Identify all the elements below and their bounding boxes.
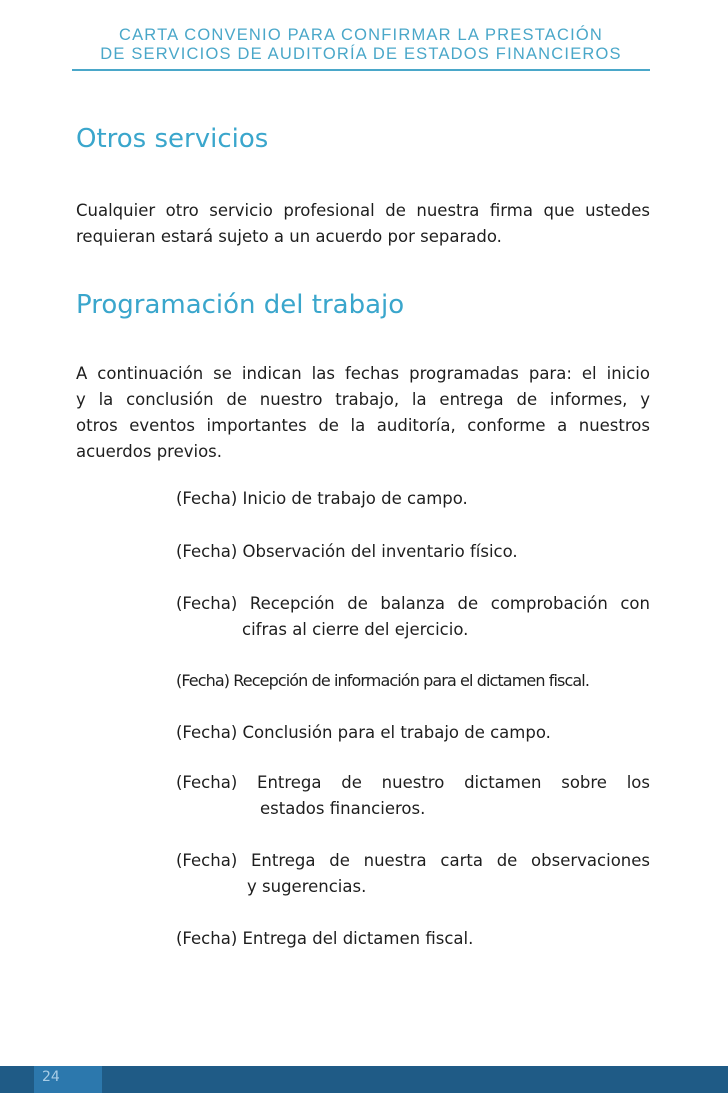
- schedule-item: [176, 668, 650, 694]
- header-line-1: CARTA CONVENIO PARA CONFIRMAR LA PRESTACIÓN: [118, 26, 604, 44]
- schedule-item-text: (Fecha) Recepción de balanza de comprobación con: [176, 594, 650, 613]
- page-number: 24: [42, 1069, 60, 1085]
- footer-bar: [0, 1066, 728, 1093]
- schedule-item-text: (Fecha) Conclusión para el trabajo de campo.: [176, 723, 551, 742]
- paragraph-line: Cualquier otro servicio profesional de nuestra firma que ustedes: [76, 201, 650, 220]
- schedule-item-text: (Fecha) Observación del inventario físico.: [176, 542, 518, 561]
- schedule-item-text: (Fecha) Recepción de información para el dictamen fiscal.: [176, 671, 590, 690]
- schedule-item: [176, 539, 650, 565]
- schedule-item: [176, 720, 650, 746]
- schedule-item-text: (Fecha) Entrega de nuestro dictamen sobre los: [176, 773, 650, 792]
- schedule-item-continuation: y sugerencias.: [247, 877, 367, 896]
- paragraph-programacion: [76, 361, 650, 465]
- schedule-item-text: (Fecha) Entrega de nuestra carta de observaciones: [176, 851, 650, 870]
- schedule-item-text: (Fecha) Entrega del dictamen fiscal.: [176, 929, 474, 948]
- schedule-item: [176, 591, 650, 643]
- schedule-item-continuation: estados financieros.: [260, 799, 426, 818]
- section-title-programacion: Programación del trabajo: [76, 290, 405, 320]
- schedule-item: [176, 926, 650, 952]
- schedule-item-text: (Fecha) Inicio de trabajo de campo.: [176, 489, 468, 508]
- paragraph-line: acuerdos previos.: [76, 442, 223, 461]
- paragraph-line: A continuación se indican las fechas programadas para: el inicio: [76, 364, 650, 383]
- paragraph-line: requieran estará sujeto a un acuerdo por separado.: [76, 227, 502, 246]
- schedule-item-continuation: cifras al cierre del ejercicio.: [242, 620, 469, 639]
- schedule-item: [176, 770, 650, 822]
- paragraph-otros-servicios: [76, 198, 650, 250]
- running-header: [72, 26, 650, 64]
- schedule-item: [176, 848, 650, 900]
- schedule-item: [176, 486, 650, 512]
- paragraph-line: y la conclusión de nuestro trabajo, la entrega de informes, y: [76, 390, 650, 409]
- header-divider: [72, 69, 650, 71]
- header-line-2: DE SERVICIOS DE AUDITORÍA DE ESTADOS FINANCIEROS: [100, 45, 622, 63]
- paragraph-line: otros eventos importantes de la auditoría, conforme a nuestros: [76, 416, 650, 435]
- section-title-otros-servicios: Otros servicios: [76, 124, 269, 154]
